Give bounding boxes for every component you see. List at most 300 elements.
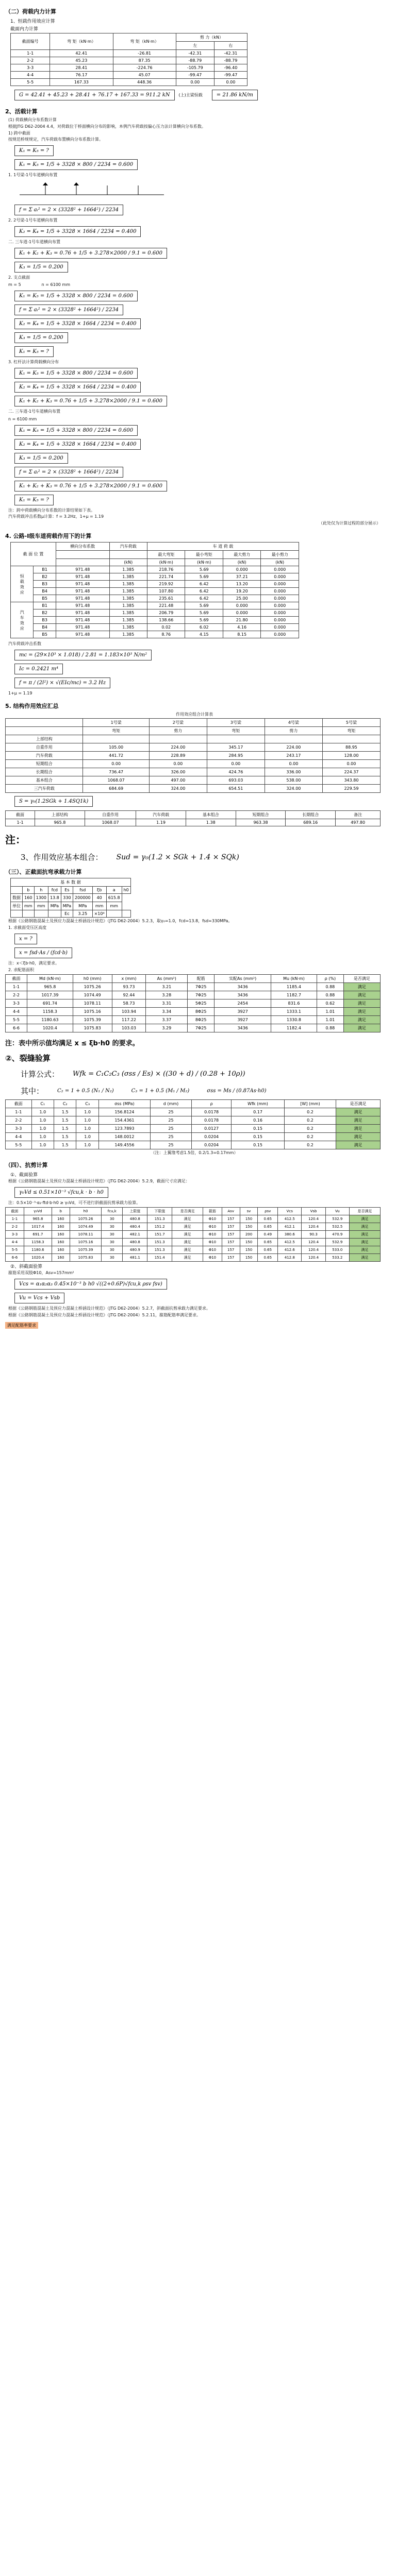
table-cell: 971.48 bbox=[56, 631, 109, 638]
table-cell: 412.5 bbox=[278, 1215, 302, 1223]
where-label: 其中： bbox=[21, 1086, 44, 1096]
dead-load-section bbox=[5, 7, 381, 102]
note-text: 根据《公路钢筋混凝土及预应力混凝土桥涵设计规范》（JTG D62-2004）5.2.9，截面尺寸应满足： bbox=[8, 1179, 190, 1184]
table-cell bbox=[48, 910, 61, 918]
sum-result: = 21.86 kN/m bbox=[212, 90, 258, 100]
table-header: (kN) bbox=[261, 558, 299, 566]
table-row bbox=[11, 902, 131, 910]
table-cell: 218.76 bbox=[147, 566, 185, 573]
section-title: （四）、抗剪计算 bbox=[5, 1162, 48, 1169]
table-cell: 1-1 bbox=[6, 982, 27, 991]
table-cell: 0.000 bbox=[223, 602, 260, 609]
table-cell: 971.48 bbox=[56, 616, 109, 623]
table-header: γ₀Vd bbox=[24, 1207, 52, 1215]
table-body bbox=[11, 50, 248, 86]
table-cell: 2-2 bbox=[6, 991, 27, 999]
table-cell: 0.88 bbox=[317, 982, 343, 991]
table-cell: -99.47 bbox=[214, 72, 247, 79]
table-cell: 151.3 bbox=[147, 1246, 172, 1253]
table-header: 最大弯矩 bbox=[147, 550, 185, 558]
formula-box: K₃ = 1/5 = 0.200 bbox=[14, 332, 68, 343]
table-cell: 6-6 bbox=[6, 1253, 24, 1261]
table-cell: 160 bbox=[52, 1238, 70, 1246]
table-cell: 0.0204 bbox=[192, 1132, 232, 1141]
table-cell: 532.5 bbox=[325, 1223, 349, 1230]
table-row bbox=[6, 1116, 381, 1124]
table-row bbox=[6, 982, 381, 991]
table-cell: 30 bbox=[102, 1230, 123, 1238]
table-cell: 30 bbox=[102, 1246, 123, 1253]
table-cell: 533.0 bbox=[325, 1246, 349, 1253]
table-cell: 0.65 bbox=[258, 1223, 278, 1230]
table-header bbox=[6, 719, 83, 727]
table-cell: 1300 bbox=[34, 894, 48, 902]
table-cell: 25 bbox=[150, 1108, 191, 1116]
table-cell: 1.19 bbox=[136, 819, 186, 826]
table-header: 截面 bbox=[6, 1099, 32, 1108]
table-cell: 971.48 bbox=[56, 602, 109, 609]
sum-row bbox=[5, 88, 381, 102]
table-row bbox=[11, 57, 248, 64]
table-cell: 0.00 bbox=[214, 79, 247, 86]
table-cell: 157 bbox=[222, 1253, 240, 1261]
table-cell: 971.48 bbox=[56, 595, 109, 602]
table-cell: 3436 bbox=[214, 991, 271, 999]
table-header: [W] (mm) bbox=[284, 1099, 336, 1108]
table-cell: 1.0 bbox=[31, 1108, 54, 1116]
table-cell: mm bbox=[34, 902, 48, 910]
table-cell: 1182.4 bbox=[271, 1024, 317, 1032]
table-cell: 157 bbox=[222, 1230, 240, 1238]
table-header: 自重作用 bbox=[85, 811, 136, 819]
table-cell: 数据 bbox=[11, 894, 23, 902]
table-cell: 0.000 bbox=[261, 602, 299, 609]
note-text: 根据《公路钢筋混凝土及预应力混凝土桥涵设计规范》（JTG D62-2004）5.2.7，斜截面抗剪承载力满足要求。 bbox=[8, 1306, 210, 1311]
table-header: 基本组合 bbox=[186, 811, 236, 819]
table-cell: 3.31 bbox=[146, 999, 188, 1007]
table-cell: 151.3 bbox=[147, 1238, 172, 1246]
table-cell: 1180.6 bbox=[24, 1246, 52, 1253]
note-text: 2. 求配筋面积 bbox=[8, 967, 35, 972]
table-header: 弯矩 bbox=[322, 727, 380, 735]
table-header: 3号梁 bbox=[207, 719, 265, 727]
table-cell: 90.3 bbox=[302, 1230, 325, 1238]
sigma-formula: σss = Ms / (0.87As·h0) bbox=[203, 1086, 270, 1096]
formula-box: f = π / (2l²) × √(EIc/mc) = 3.2 Hz bbox=[14, 677, 110, 688]
table-header: 横向分布系数 bbox=[56, 542, 109, 550]
table-cell: 1075.16 bbox=[70, 1238, 102, 1246]
formula-box: K₁ = K₅ = ? bbox=[14, 145, 54, 156]
crack-formula-row bbox=[5, 1065, 381, 1082]
table-cell: 5.69 bbox=[185, 602, 223, 609]
table-cell: 满足 bbox=[349, 1215, 380, 1223]
table-cell: 满足 bbox=[336, 1141, 381, 1149]
table-cell: 150 bbox=[240, 1238, 258, 1246]
table-cell: 971.48 bbox=[56, 587, 109, 595]
table-header: 汽车荷载 bbox=[136, 811, 186, 819]
table-cell: 1.0 bbox=[76, 1116, 98, 1124]
table-cell: 1.5 bbox=[54, 1141, 76, 1149]
table-cell: 224.00 bbox=[265, 743, 322, 752]
table-cell: 短期组合 bbox=[6, 760, 83, 768]
table-cell: 123.7893 bbox=[98, 1124, 150, 1132]
table-cell: 13.20 bbox=[223, 580, 260, 587]
table-header: (kN·m) bbox=[185, 558, 223, 566]
table-row bbox=[11, 595, 299, 602]
formula-box: f = Σ aᵢ² = 2 × (3328² + 1664²) / 2234 bbox=[14, 304, 123, 315]
table-header-row bbox=[6, 719, 381, 727]
table-row bbox=[6, 1223, 381, 1230]
table-cell: 150 bbox=[240, 1215, 258, 1223]
table-cell: 1075.83 bbox=[70, 1253, 102, 1261]
table-cell: 470.9 bbox=[325, 1230, 349, 1238]
table-cell: 上部结构 bbox=[6, 735, 83, 743]
table-cell: 157 bbox=[222, 1215, 240, 1223]
note-text: 根据JTG D62-2004 4.4，对荷载位于桥面横向分布的影响，本例汽车荷载按偏心压力法计算横向分布系数。 bbox=[8, 124, 206, 129]
table-cell: B3 bbox=[34, 616, 56, 623]
table-cell: 1158.3 bbox=[24, 1238, 52, 1246]
table-header: sv bbox=[240, 1207, 258, 1215]
table-cell: 长期组合 bbox=[6, 768, 83, 776]
table-cell: 160 bbox=[52, 1215, 70, 1223]
note-text: 根据《公路钢筋混凝土及预应力混凝土桥涵设计规范》（JTG D62-2004）5.2.11，箍筋配筋率满足要求。 bbox=[8, 1312, 201, 1317]
table-header: Asv bbox=[222, 1207, 240, 1215]
table-cell: 1.385 bbox=[109, 573, 147, 580]
table-cell: 93.73 bbox=[112, 982, 146, 991]
table-cell: 343.80 bbox=[322, 776, 380, 785]
table-cell: 532.9 bbox=[325, 1238, 349, 1246]
table-cell bbox=[322, 735, 380, 743]
table-header-row bbox=[6, 974, 381, 982]
table-cell: 1330.8 bbox=[271, 1015, 317, 1024]
table-cell: 0.000 bbox=[261, 587, 299, 595]
table-cell: 691.74 bbox=[27, 999, 73, 1007]
table-cell: 满足 bbox=[336, 1108, 381, 1116]
table-cell: 19.20 bbox=[223, 587, 260, 595]
table-header: fcu,k bbox=[102, 1207, 123, 1215]
formula-box: mc = (29×10³ × 1.018) / 2.81 = 1.183×10³ N/m² bbox=[14, 650, 152, 660]
formula-box: x = ? bbox=[14, 934, 37, 944]
section-title: 2、活载计算 bbox=[5, 108, 38, 115]
table-cell: 0.000 bbox=[261, 573, 299, 580]
table-cell: 0.2 bbox=[284, 1141, 336, 1149]
table-row bbox=[6, 1238, 381, 1246]
table-row bbox=[6, 1253, 381, 1261]
table-header bbox=[109, 550, 147, 558]
table-header: 剪 力（kN） bbox=[176, 33, 247, 42]
table-cell: 0.2 bbox=[284, 1116, 336, 1124]
table-cell: 120.4 bbox=[302, 1215, 325, 1223]
table-row bbox=[6, 991, 381, 999]
table-cell: 0.15 bbox=[232, 1124, 285, 1132]
table-cell: 7Φ25 bbox=[188, 1024, 214, 1032]
table-cell: 25.00 bbox=[223, 595, 260, 602]
table-row bbox=[11, 50, 248, 57]
table-header: 弯 矩（kN·m） bbox=[50, 33, 113, 50]
table-cell: 1.5 bbox=[54, 1116, 76, 1124]
c2-formula: C₂ = 1 + 0.5 (N₁ / N₂) bbox=[53, 1086, 118, 1096]
table-cell: 45.23 bbox=[50, 57, 113, 64]
table-cell: 693.03 bbox=[207, 776, 265, 785]
table-cell: 25 bbox=[150, 1124, 191, 1132]
table-cell: 1.385 bbox=[109, 616, 147, 623]
table-cell: 满足 bbox=[349, 1238, 380, 1246]
table-header: ρsv bbox=[258, 1207, 278, 1215]
table-row bbox=[11, 631, 299, 638]
param-n: n = 6100 mm bbox=[8, 416, 37, 421]
table-cell: 0.02 bbox=[147, 623, 185, 631]
table-header: 上限值 bbox=[123, 1207, 147, 1215]
crack-formula: Wfk = C₁C₂C₃ (σss / Es) × ((30 + d) / (0.28 + 10ρ)) bbox=[69, 1068, 250, 1080]
table-cell: 1.0 bbox=[76, 1108, 98, 1116]
table-cell: 0.000 bbox=[261, 609, 299, 616]
table-row bbox=[11, 910, 131, 918]
table-cell: 1.01 bbox=[317, 1015, 343, 1024]
table-header: 汽车荷载 bbox=[109, 542, 147, 550]
section-title: （二）荷载内力计算 bbox=[5, 8, 56, 15]
formula-box: K₁ = K₅ = 1/5 + 3328 × 800 / 2234 = 0.600 bbox=[14, 368, 138, 379]
table-cell: 963.38 bbox=[236, 819, 286, 826]
table-header: d (mm) bbox=[150, 1099, 191, 1108]
formula-box: K₁ + K₂ + K₃ = 0.76 + 1/5 + 3.278×2000 / 9.1 = 0.600 bbox=[14, 248, 167, 259]
table-cell bbox=[83, 735, 149, 743]
table-cell: Φ10 bbox=[203, 1215, 222, 1223]
section-title: ②、裂缝验算 bbox=[5, 1053, 51, 1063]
sum-label: (上)主梁恒载 bbox=[178, 93, 203, 97]
table-cell: 0.000 bbox=[223, 609, 260, 616]
table-cell: 326.00 bbox=[149, 768, 207, 776]
table-cell: 1075.26 bbox=[73, 982, 112, 991]
table-cell: 971.48 bbox=[56, 566, 109, 573]
effect-summary-table bbox=[5, 718, 381, 793]
table-cell: 532.9 bbox=[325, 1215, 349, 1223]
formula-box: f = Σ aᵢ² = 2 × (3328² + 1664²) / 2234 bbox=[14, 467, 123, 478]
table-cell: 92.44 bbox=[112, 991, 146, 999]
table-cell: 3927 bbox=[214, 1015, 271, 1024]
table-cell: 1078.11 bbox=[70, 1230, 102, 1238]
table-cell: 148.0012 bbox=[98, 1132, 150, 1141]
table-header: x (mm) bbox=[112, 974, 146, 982]
subsection-title: ②、斜截面验算 bbox=[10, 1264, 43, 1269]
table-cell: 336.00 bbox=[265, 768, 322, 776]
table-cell: 200 bbox=[240, 1230, 258, 1238]
table-cell: 971.48 bbox=[56, 623, 109, 631]
table-header-row bbox=[6, 1099, 381, 1108]
table-cell: -26.81 bbox=[113, 50, 176, 57]
table-cell: 0.16 bbox=[232, 1116, 285, 1124]
table-cell: 1020.4 bbox=[27, 1024, 73, 1032]
note-text: 箍筋采用双肢Φ10，Asv=157mm² bbox=[8, 1270, 74, 1275]
table-row bbox=[11, 573, 299, 580]
table-header-row bbox=[6, 811, 381, 819]
table-header: As (mm²) bbox=[146, 974, 188, 982]
table-cell: 5.69 bbox=[185, 609, 223, 616]
table-cell: B5 bbox=[34, 595, 56, 602]
table-cell: 1.385 bbox=[109, 623, 147, 631]
table-cell: 单位 bbox=[11, 902, 23, 910]
table-cell: 1.0 bbox=[76, 1124, 98, 1132]
formula-box: K₂ = K₄ = 1/5 + 3328 × 1664 / 2234 = 0.400 bbox=[14, 226, 141, 237]
table-cell: 58.73 bbox=[112, 999, 146, 1007]
table-cell: 971.48 bbox=[56, 573, 109, 580]
table-cell: 107.80 bbox=[147, 587, 185, 595]
table-cell: MPa bbox=[73, 902, 93, 910]
table-cell: 103.03 bbox=[112, 1024, 146, 1032]
param-row bbox=[5, 281, 381, 289]
table-cell: 3.34 bbox=[146, 1007, 188, 1015]
table-cell: 533.2 bbox=[325, 1253, 349, 1261]
table-cell: 25 bbox=[150, 1132, 191, 1141]
table-cell: 1074.49 bbox=[73, 991, 112, 999]
table-cell: 21.80 bbox=[223, 616, 260, 623]
table-cell: 5-5 bbox=[6, 1141, 32, 1149]
table-cell: 13.8 bbox=[48, 894, 61, 902]
table-cell: -88.79 bbox=[176, 57, 214, 64]
table-cell: 6.02 bbox=[185, 623, 223, 631]
table-row bbox=[6, 1246, 381, 1253]
table-header: Mu (kN·m) bbox=[271, 974, 317, 982]
table-cell: 0.2 bbox=[284, 1124, 336, 1132]
table-cell: 1017.39 bbox=[27, 991, 73, 999]
table-cell: 4-4 bbox=[6, 1238, 24, 1246]
formula-box: Ic = 0.2421 m⁴ bbox=[14, 664, 63, 674]
table-cell: 25 bbox=[150, 1141, 191, 1149]
table-cell: 0.00 bbox=[149, 760, 207, 768]
table-cell: 1.385 bbox=[109, 631, 147, 638]
table-cell: Φ10 bbox=[203, 1223, 222, 1230]
table-cell: 324.00 bbox=[149, 785, 207, 793]
table-cell: 1182.7 bbox=[271, 991, 317, 999]
table-cell: 0.00 bbox=[207, 760, 265, 768]
table-cell: 1068.07 bbox=[83, 776, 149, 785]
table-cell: 1017.4 bbox=[24, 1223, 52, 1230]
section-title: 5. 结构作用效应汇总 bbox=[5, 702, 59, 709]
table-cell: 971.48 bbox=[56, 609, 109, 616]
table-cell: Ec bbox=[61, 910, 73, 918]
table-cell: 6.42 bbox=[185, 587, 223, 595]
table-cell: 1.385 bbox=[109, 595, 147, 602]
table-cell: 0.000 bbox=[261, 595, 299, 602]
table-cell: 1.385 bbox=[109, 602, 147, 609]
table-cell: 1075.39 bbox=[73, 1015, 112, 1024]
note-text: （此处仅为计算过程的部分展示） bbox=[319, 521, 381, 526]
note-text: 汽车荷载冲击系数 bbox=[8, 641, 41, 646]
table-cell: 224.00 bbox=[149, 743, 207, 752]
formula-box: γ₀Vd ≤ 0.51×10⁻³ √fcu,k · b · h0 bbox=[14, 1187, 108, 1198]
table-header: 弯矩 bbox=[83, 727, 149, 735]
table-cell: 0.000 bbox=[261, 623, 299, 631]
note-text: 二. 三车道-1号车道横向布置 bbox=[8, 409, 61, 414]
table-row bbox=[6, 1024, 381, 1032]
table-cell: Φ10 bbox=[203, 1238, 222, 1246]
table-cell: 3.37 bbox=[146, 1015, 188, 1024]
note-text: 2. 2号梁-1号车道横向布置 bbox=[8, 217, 58, 223]
table-cell: 1-1 bbox=[11, 50, 50, 57]
table-cell: mm bbox=[92, 902, 106, 910]
table-cell: 满足 bbox=[172, 1238, 203, 1246]
table-cell: 157 bbox=[222, 1223, 240, 1230]
table-cell: 128.00 bbox=[322, 752, 380, 760]
table-cell bbox=[11, 910, 23, 918]
table-cell: 160 bbox=[52, 1230, 70, 1238]
formula-box: x = fsd·As / (fcd·b) bbox=[14, 947, 72, 958]
table-cell: 1.0 bbox=[31, 1141, 54, 1149]
table-header: 剪力 bbox=[149, 727, 207, 735]
table-row bbox=[6, 1230, 381, 1238]
note-text: 根据《公路钢筋混凝土及预应力混凝土桥涵设计规范》（JTG D62-2004）5.2.3，取γ₀=1.0，fcd=13.8，fsd=330MPa。 bbox=[8, 919, 233, 924]
table-cell: 6.42 bbox=[185, 595, 223, 602]
table-cell: 5-5 bbox=[11, 79, 50, 86]
table-header: Md (kN·m) bbox=[27, 974, 73, 982]
note-text: 1. 1号梁-1号车道横向布置 bbox=[8, 173, 58, 178]
note-text: 按规范桥规规定，汽车荷载布置横向分布系数计算。 bbox=[8, 137, 103, 142]
table-cell: 3.25 bbox=[73, 910, 93, 918]
table-body bbox=[11, 566, 299, 638]
note-text: 汽车荷载冲击系数μ计算：f = 3.2Hz，1+μ = 1.19 bbox=[8, 514, 104, 519]
table-header: (kN·m) bbox=[147, 558, 185, 566]
table-cell: -99.47 bbox=[176, 72, 214, 79]
combo-formula: S = γ₀(1.2SGk + 1.4SQ1k) bbox=[14, 796, 93, 807]
note-text: (1) 荷载横向分布系数计算 bbox=[8, 117, 57, 122]
table-cell: 5.69 bbox=[185, 566, 223, 573]
table-row bbox=[11, 602, 299, 609]
table-cell: 150 bbox=[240, 1253, 258, 1261]
table-row bbox=[11, 894, 131, 902]
table-cell: 324.00 bbox=[265, 785, 322, 793]
table-header: 实配As (mm²) bbox=[214, 974, 271, 982]
table-cell: 2-2 bbox=[6, 1223, 24, 1230]
table-cell: 0.0204 bbox=[192, 1141, 232, 1149]
table-cell: B4 bbox=[34, 587, 56, 595]
table-cell: 0.0127 bbox=[192, 1124, 232, 1132]
table-cell: 0.65 bbox=[258, 1253, 278, 1261]
table-header: 截面编号 bbox=[11, 33, 50, 50]
formula-box: K₁ = K₅ = 1/5 + 3328 × 800 / 2234 = 0.600 bbox=[14, 425, 138, 436]
table-header: 弯 矩（kN·m） bbox=[113, 33, 176, 50]
table-cell: 0.00 bbox=[265, 760, 322, 768]
table-title-row bbox=[11, 878, 131, 887]
table-row bbox=[6, 1215, 381, 1223]
table-cell: 满足 bbox=[349, 1230, 380, 1238]
table-cell: 0.0178 bbox=[192, 1116, 232, 1124]
table-cell: 满足 bbox=[172, 1230, 203, 1238]
table-header: 最小弯矩 bbox=[185, 550, 223, 558]
table-cell: 7Φ25 bbox=[188, 991, 214, 999]
table-cell: 0.0178 bbox=[192, 1108, 232, 1116]
param-row bbox=[5, 416, 381, 423]
table-header: (kN) bbox=[223, 558, 260, 566]
note-text: 1. 求截面受压区高度 bbox=[8, 925, 47, 930]
combo-table bbox=[5, 810, 381, 826]
table-cell: 149.4556 bbox=[98, 1141, 150, 1149]
table-header: 是否满足 bbox=[343, 974, 380, 982]
where-row bbox=[5, 1082, 381, 1099]
table-row bbox=[6, 999, 381, 1007]
lane-load-table bbox=[10, 542, 299, 638]
table-cell: 6-6 bbox=[6, 1024, 27, 1032]
formula-box: K₂ = K₄ = 1/5 + 3328 × 1664 / 2234 = 0.400 bbox=[14, 318, 141, 329]
lane-diagram bbox=[14, 181, 169, 199]
table-header-row bbox=[11, 542, 299, 550]
table-cell: 1.0 bbox=[31, 1116, 54, 1124]
table-header: 最大剪力 bbox=[223, 550, 260, 558]
table-header-row bbox=[6, 1207, 381, 1215]
param-n: n = 6100 mm bbox=[41, 282, 71, 287]
table-cell: 1068.07 bbox=[85, 819, 136, 826]
table-cell: 0.000 bbox=[261, 616, 299, 623]
table-cell: 117.22 bbox=[112, 1015, 146, 1024]
formula-box: K₁ + K₂ + K₃ = 0.76 + 1/5 + 3.278×2000 / 9.1 = 0.600 bbox=[14, 396, 167, 406]
